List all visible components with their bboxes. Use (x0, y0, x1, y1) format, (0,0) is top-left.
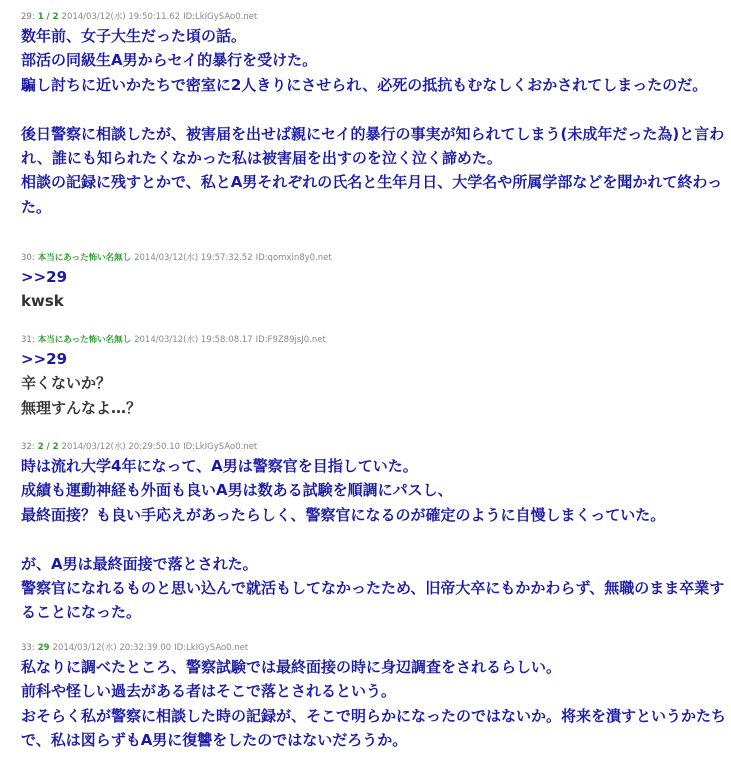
post (21, 251, 727, 333)
post-line: 最終面接？も良い手応えがあったらしく、警察官になるのが確定のように自慢しまくっていた。 (21, 505, 666, 524)
post-date: 2014/03/12(水) 19:50:11.62 (61, 12, 181, 22)
post-line: 警察官になれるものと思い込んで就活もしてなかったため、旧帝大卒にもかかわらず、無職のまま卒業することになった。 (21, 579, 725, 622)
post-line: おそらく私が警察に相談した時の記録が、そこで明らかになったのではないか。将来を潰すというかたちで、私は図らずもA男に復讐をしたのではないだろうか。 (21, 706, 727, 750)
post-date: 2014/03/12(水) 20:29:50.10 (61, 442, 181, 452)
post-line: 時は流れ大学4年になって、A男は警察官を目指していた。 (21, 457, 418, 475)
post-body (21, 347, 727, 420)
post-line: 後日警察に相談したが、被害届を出せば親にセイ的暴行の事実が知られてしまう(未成年だった為)と言われ、誰にも知られたくなかった私は被害届を出すのを泣く泣く諦めた。 (21, 124, 725, 168)
post (21, 10, 727, 251)
post (21, 641, 727, 753)
post-line: が、A男は最終面接で落とされた。 (21, 554, 258, 573)
post-id[interactable]: ID:LkIGySAo0.net (174, 643, 249, 653)
post-id[interactable]: ID:qomxin8y0.net (255, 253, 332, 263)
post-number: 30: (21, 253, 35, 263)
post-line: 私なりに調べたところ、警察試験では最終面接の時に身辺調査をされるらしい。 (21, 658, 562, 676)
post-id[interactable]: ID:LkIGySAo0.net (183, 12, 258, 22)
post-line: 辛くないか？ (21, 374, 112, 393)
post-line (21, 527, 727, 551)
reply-anchor-link[interactable]: >>29 (21, 268, 68, 286)
post-date: 2014/03/12(水) 19:57:32.52 (134, 253, 253, 263)
post-name: 2 / 2 (37, 442, 59, 452)
post-name: 29 (37, 643, 50, 653)
post-date: 2014/03/12(水) 19:58:08.17 (134, 335, 253, 345)
post-line: 部活の同級生A男からセイ的暴行を受けた。 (21, 51, 318, 70)
post-line: 数年前、女子大生だった頃の話。 (21, 27, 247, 45)
post-line: 騙し討ちに近いかたちで密室に2人きりにさせられ、必死の抵抗もむなしくおかされてしまったのだ。 (21, 75, 708, 94)
post-header (21, 251, 727, 265)
post-body (21, 454, 727, 625)
post (21, 440, 727, 641)
post-body (21, 24, 727, 219)
post-name: 本当にあった怖い名無し (37, 335, 132, 345)
post-name: 本当にあった怖い名無し (37, 253, 132, 263)
post-number: 31: (21, 335, 35, 345)
post-header (21, 10, 727, 24)
post-body (21, 655, 727, 753)
post-name: 1 / 2 (37, 12, 59, 22)
thread (21, 10, 727, 753)
post-header (21, 333, 727, 347)
post-line: 無理すんなよ…？ (21, 398, 142, 417)
post-line: 前科や怪しい過去がある者はそこで落とされるという。 (21, 682, 397, 701)
post-number: 32: (21, 442, 35, 452)
post (21, 333, 727, 440)
post-id[interactable]: ID:LkIGySAo0.net (183, 442, 258, 452)
post-header (21, 641, 727, 655)
post-line: kwsk (21, 292, 64, 311)
post-number: 33: (21, 643, 35, 653)
post-body (21, 265, 727, 314)
post-header (21, 440, 727, 454)
post-date: 2014/03/12(水) 20:32:39.00 (52, 643, 172, 653)
post-line: 成績も運動神経も外面も良いA男は数ある試験を順調にパスし、 (21, 481, 453, 500)
post-line: 相談の記録に残すとかで、私とA男それぞれの氏名と生年月日、大学名や所属学部などを聞かれて終わった。 (21, 173, 723, 216)
post-line (21, 97, 727, 121)
post-number: 29: (21, 12, 35, 22)
post-id[interactable]: ID:F9Z89jsJ0.net (255, 335, 326, 345)
reply-anchor-link[interactable]: >>29 (21, 350, 68, 368)
